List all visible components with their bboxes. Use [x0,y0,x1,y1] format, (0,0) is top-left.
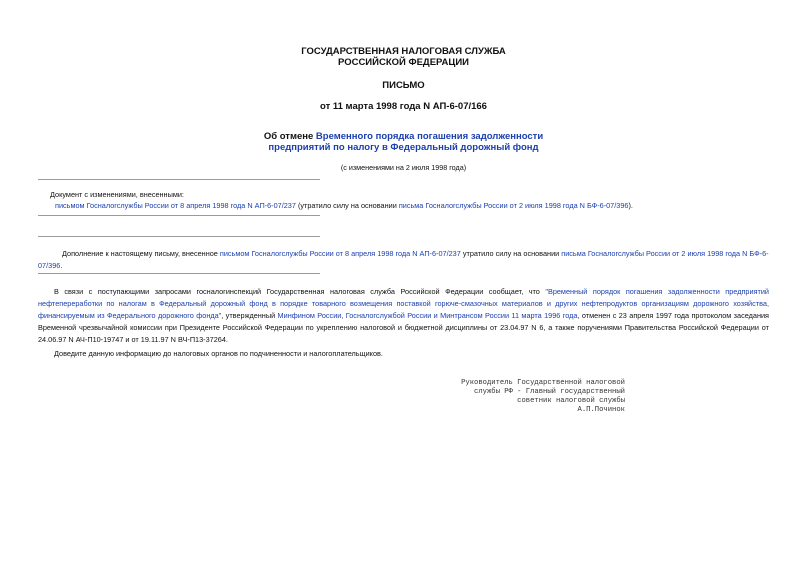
body-text: В связи с поступающими запросами госналогинспекций Государственная налоговая служба Российской Федерации сообщает, что [54,287,546,296]
addendum-text: Дополнение к настоящему письму, внесенное [62,249,220,258]
agency-name-line1: ГОСУДАРСТВЕННАЯ НАЛОГОВАЯ СЛУЖБА [301,46,506,57]
divider [38,179,320,180]
divider [38,273,320,274]
addendum-link[interactable]: письмом Госналогслужбы России от 8 апреля 1998 года N АП-6-07/237 [219,249,461,258]
addendum-text-mid: утратило силу на основании [460,249,562,258]
signature-line: советник налоговой службы [517,397,625,405]
document-type: ПИСЬМО [382,80,425,91]
signature-block [440,379,625,415]
addendum-repeal-link[interactable]: письма Госналогслужбы России от 2 июля 1998 года N БФ-6-07/396 [38,249,769,270]
signature-line: службы РФ - Главный государственный [474,388,625,396]
amendment-end: ). [628,201,633,210]
body-text-mid: , утвержденный [221,311,278,320]
addendum-end: . [60,261,63,270]
temporary-order-link[interactable]: "Временный порядок погашения задолженности предприятий нефтепереработки по налогам в Федеральный дорожный фонд в порядке товарного возмещения поставкой горюче-смазочных материалов и других нефтепродуктов организациям дорожного хозяйства, финансируемым из Федерального дорожного фонда" [38,287,769,320]
divider [38,215,320,216]
topic-prefix: Об отмене [263,131,316,142]
signature-line: Руководитель Государственной налоговой [461,379,625,387]
signer-name: А.П.Починок [577,406,625,414]
addendum-paragraph [38,248,769,272]
document-topic-line2[interactable]: предприятий по налогу в Федеральный дорожный фонд [268,142,539,153]
amendments-intro: Документ с изменениями, внесенными: [50,190,184,199]
body-paragraph-1 [38,286,769,346]
body-text-end: , отменен с 23 апреля 1997 года протоколом заседания Временной чрезвычайной комиссии при Президенте Российской Федерации по укреплению налоговой и бюджетной дисциплины от 23.04.97 N 6, а также поручениями Правительства Российской Федерации от 24.06.97 N АЧ-П10-19747 и от 19.11.97 N ВЧ-П13-37264. [38,311,770,344]
topic-link[interactable]: Временного порядка погашения задолженности [315,131,544,142]
amendments-list [55,200,715,212]
amendment-text: (утратило силу на основании [295,201,399,210]
divider [38,236,320,237]
document-date: от 11 марта 1998 года N АП-6-07/166 [320,101,487,112]
approval-link[interactable]: Минфином России, Госналогслужбой России и Минтрансом России 11 марта 1996 года [277,311,578,320]
body-paragraph-2: Доведите данную информацию до налоговых органов по подчиненности и налогоплательщиков. [54,349,383,358]
changes-note: (с изменениями на 2 июля 1998 года) [340,163,467,172]
amendment-link[interactable]: письмом Госналогслужбы России от 8 апреля 1998 года N АП-6-07/237 [55,201,296,210]
repeal-link[interactable]: письма Госналогслужбы России от 2 июля 1998 года N БФ-6-07/396 [398,201,629,210]
agency-name-line2: РОССИЙСКОЙ ФЕДЕРАЦИИ [337,57,469,68]
